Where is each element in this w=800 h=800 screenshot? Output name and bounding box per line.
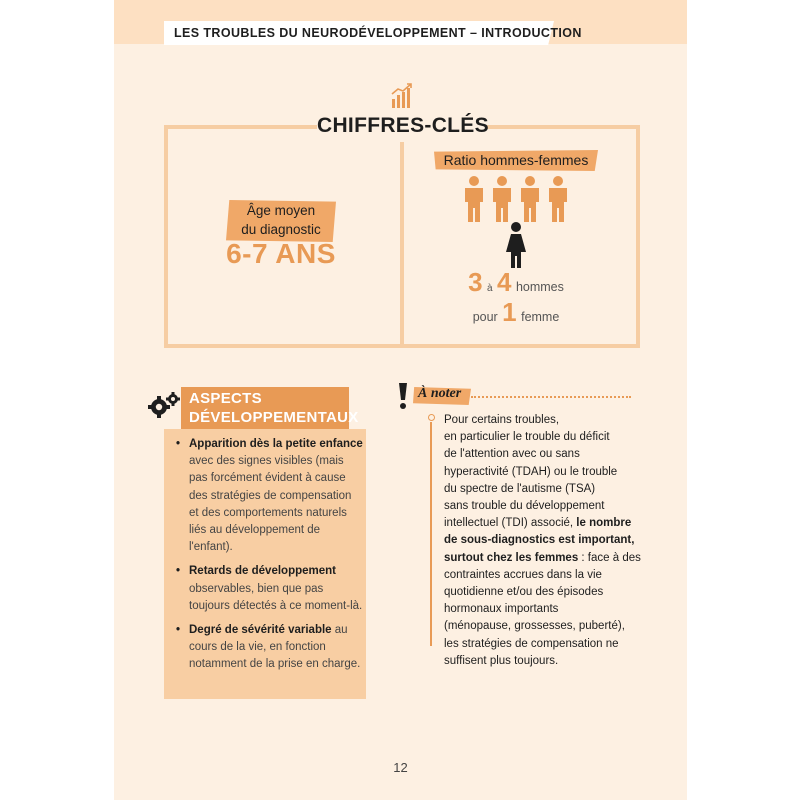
note-circle: [428, 414, 435, 421]
exclamation-icon: [397, 382, 409, 410]
note-title: À noter: [418, 386, 462, 401]
age-value: 6-7 ANS: [226, 238, 336, 269]
note-text: Pour certains troubles, en particulier le trouble du déficit de l'attention avec ou sans hyperactivité (TDAH) ou le trouble du spectre de l'autisme (TSA) sans trouble du développement intellectuel (TDI) associé, le nombre de sous-diagnostics est important, surtout chez les femmes : face à des contraintes accrues dans la vie quotidienne et/ou des épisodes hormonaux importants (ménopause, grossesses, puberté), les stratégies de compensation ne suffisent plus toujours.: [444, 414, 641, 667]
ratio-men: 3 à 4 hommes: [468, 267, 564, 297]
aspects-title: ASPECTS DÉVELOPPEMENTAUX: [189, 390, 359, 426]
list-item: • Apparition dès la petite enfance avec des signes visibles (mais pas forcément évident à cause des stratégies de compensation et des comportements naturels liés au développement de l'enfant).: [172, 436, 364, 556]
page-number: 12: [393, 760, 408, 775]
bar-chart-icon: [390, 82, 414, 110]
man-icon: [549, 176, 567, 222]
age-label: Âge moyen du diagnostic: [241, 203, 321, 237]
page: [114, 0, 687, 800]
ratio-label: Ratio hommes-femmes: [443, 152, 589, 168]
list-item: • Degré de sévérité variable au cours de la vie, en fonction notamment de la prise en charge.: [172, 622, 364, 674]
men-icons: [462, 176, 570, 222]
header-title: LES TROUBLES DU NEURODÉVELOPPEMENT – INTRODUCTION: [174, 26, 582, 40]
man-icon: [465, 176, 483, 222]
key-figures-divider: [400, 128, 404, 344]
key-figures-title: CHIFFRES-CLÉS: [317, 114, 489, 137]
note-dotted-rule: [471, 396, 631, 398]
woman-icon: [506, 222, 526, 268]
man-icon: [521, 176, 539, 222]
ratio-women: pour 1 femme: [472, 297, 560, 327]
gears-icon: [147, 390, 181, 420]
note-vertical-line: [430, 422, 432, 646]
aspects-list: [172, 436, 364, 681]
list-item: • Retards de développement observables, bien que pas toujours détectés à ce moment-là.: [172, 563, 364, 615]
man-icon: [493, 176, 511, 222]
